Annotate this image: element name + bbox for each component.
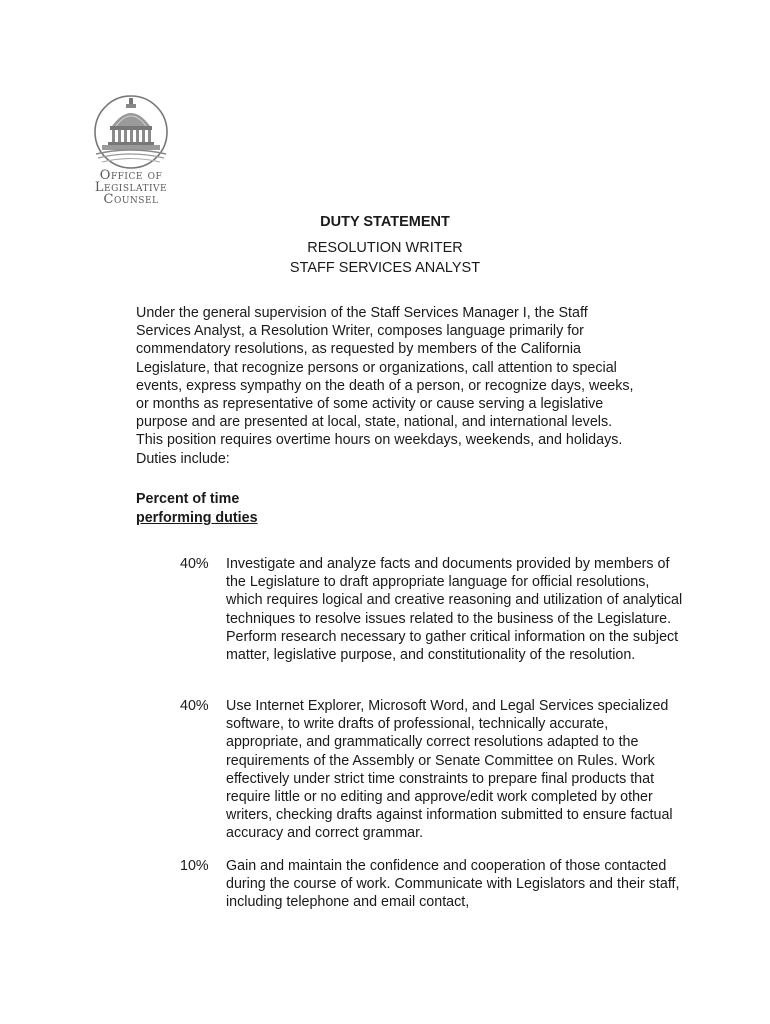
percent-heading: [136, 490, 258, 528]
duty-percent: 40%: [180, 556, 209, 572]
duty-text: Use Internet Explorer, Microsoft Word, and Legal Services specialized software, to write drafts of professional, technically accurate, appropriate, and grammatically correct resolutions adapted to the requirements of the Assembly or Senate Committee on Rules. Work effectively under strict time constraints to prepare final products that require little or no editing and approve/edit work completed by other writers, checking drafts against information submitted to ensure factual accuracy and correct grammar.: [226, 698, 673, 842]
classification-title: STAFF SERVICES ANALYST: [289, 260, 481, 276]
logo-line-1: Office of: [99, 168, 163, 183]
percent-heading-line-1: Percent of time: [136, 491, 240, 507]
logo-line-3: Counsel: [103, 192, 159, 207]
office-logo: [82, 92, 180, 210]
duty-percent: 40%: [180, 698, 209, 714]
intro-paragraph: Under the general supervision of the Staff Services Manager I, the Staff Services Analyst, a Resolution Writer, composes language primarily for commendatory resolutions, as requested by members of the California Legislature, that recognize persons or organizations, call attention to special events, express sympathy on the death of a person, or recognize days, weeks, or months as representative of some activity or cause serving a legislative purpose and are presented at local, state, national, and international levels. This position requires overtime hours on weekdays, weekends, and holidays. Duties include:: [136, 305, 634, 467]
duty-text: Gain and maintain the confidence and cooperation of those contacted during the course of work. Communicate with Legislators and their staff, including telephone and email contact,: [226, 858, 680, 911]
logo-line-2: Legislative: [94, 180, 168, 195]
position-title: RESOLUTION WRITER: [307, 240, 463, 256]
duty-percent: 10%: [180, 858, 209, 874]
duty-text: Investigate and analyze facts and documents provided by members of the Legislature to draft appropriate language for official resolutions, which requires logical and creative reasoning and utilization of analytical techniques to resolve issues related to the business of the Legislature. Perform research necessary to gather critical information on the subject matter, legislative purpose, and constitutionality of the resolution.: [226, 556, 683, 664]
percent-heading-line-2: performing duties: [136, 510, 258, 526]
document-title: DUTY STATEMENT: [320, 214, 450, 230]
capitol-dome-icon: [90, 92, 172, 170]
logo-wordmark: [82, 170, 180, 206]
